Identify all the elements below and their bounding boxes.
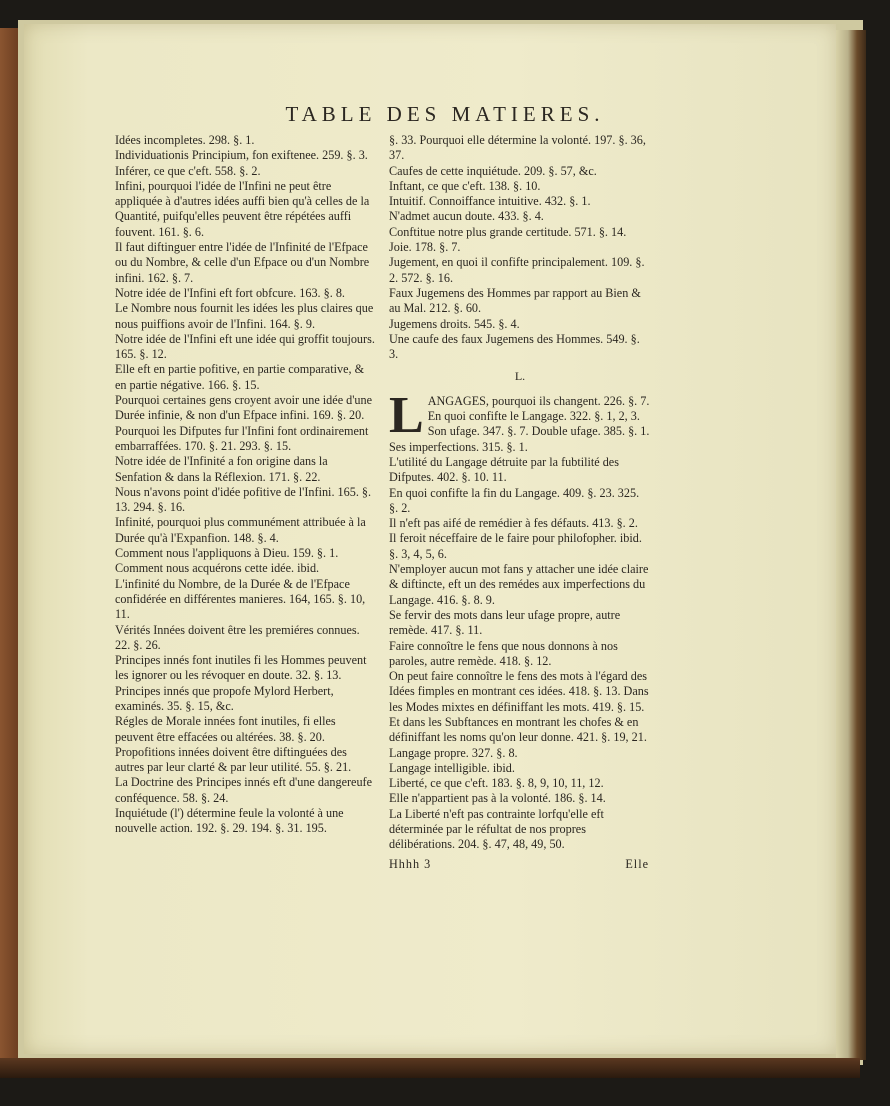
index-entry: Inftant, ce que c'eft. 138. §. 10. (389, 178, 541, 193)
signature-mark: Hhhh 3 (389, 856, 432, 871)
index-entry: Elle n'appartient pas à la volonté. 186. §. 14. (389, 791, 606, 806)
index-entry: Pourquoi certaines gens croyent avoir une idée d'une Durée infinie, & non d'un Efpace infini. 169. §. 20. (115, 393, 373, 423)
page-footer (389, 857, 651, 872)
index-entry: Idées incompletes. 298. §. 1. (115, 133, 255, 147)
drop-cap-letter: L (389, 386, 424, 444)
index-entry: Il n'eft pas aifé de remédier à fes défauts. 413. §. 2. (389, 516, 638, 531)
page-header: TABLE DES MATIERES. (285, 102, 605, 126)
index-entry: Notre idée de l'Infini eft fort obfcure. 163. §. 8. (115, 285, 345, 300)
index-entries-l (389, 409, 651, 853)
index-entry: Principes innés que propofe Mylord Herbert, examinés. 35. §. 15, &c. (115, 683, 334, 713)
index-entry: Jugement, en quoi il confifte principalement. 109. §. 2. 572. §. 16. (389, 255, 645, 285)
index-entry: Une caufe des faux Jugemens des Hommes. 549. §. 3. (389, 331, 640, 362)
index-entry: Conftitue notre plus grande certitude. 571. §. 14. (389, 224, 627, 239)
index-column-right (389, 133, 651, 872)
index-entry: Langage propre. 327. §. 8. (389, 745, 518, 760)
index-entry: Son ufage. 347. §. 7. Double ufage. 385. §. 1. (427, 424, 650, 439)
index-entry: Le Nombre nous fournit les idées les plus claires que nous puiffions avoir de l'Infini. 164. §. 9. (115, 301, 374, 331)
index-entry: Il faut diftinguer entre l'idée de l'Infinité de l'Efpace ou du Nombre, & celle d'un Efpace ou d'un Nombre infini. 162. §. 7. (115, 240, 370, 285)
index-entry-text: ANGAGES, pourquoi ils changent. 226. §. 7. (427, 393, 650, 408)
section-letter: L. (514, 369, 526, 384)
index-entry: Elle eft en partie pofitive, en partie comparative, & en partie négative. 166. §. 15. (115, 362, 365, 392)
index-entry: La Liberté n'eft pas contrainte lorfqu'elle eft déterminée par le réfultat de nos propres délibérations. 204. §. 47, 48, 49, 50. (389, 806, 604, 852)
index-entry: Individuationis Principium, fon exiftenee. 259. §. 3. (115, 148, 368, 163)
index-entry: Langage intelligible. ibid. (389, 760, 515, 775)
index-entry: On peut faire connoître le fens des mots à l'égard des Idées fimples en montrant ces idées. 418. §. 13. Dans les Modes mixtes en définiffant les mots. 419. §. 15. Et dans les Subftances en montrant les chofes & en définiffant les noms qu'on leur donne. 421. §. 19, 21. (389, 669, 649, 745)
index-entry: Faux Jugemens des Hommes par rapport au Bien & au Mal. 212. §. 60. (389, 285, 641, 316)
index-entry: Pourquoi les Difputes fur l'Infini font ordinairement embarraffées. 170. §. 21. 293. §. 15. (115, 423, 369, 453)
index-entry: Notre idée de l'Infini eft une idée qui groffit toujours. 165. §. 12. (115, 331, 375, 362)
index-entry: En quoi confifte la fin du Langage. 409. §. 23. 325. §. 2. (389, 485, 640, 515)
index-entry: Inquiétude (l') détermine feule la volonté à une nouvelle action. 192. §. 29. 194. §. 31. 195. (115, 806, 344, 836)
page-edge-right (836, 30, 866, 1060)
index-entry: Régles de Morale innées font inutiles, fi elles peuvent être effacées ou altérées. 38. §. 20. (115, 714, 336, 744)
index-entry: Il feroit néceffaire de le faire pour philofopher. ibid. §. 3, 4, 5, 6. (389, 531, 642, 561)
index-entry: Notre idée de l'Infinité a fon origine dans la Senfation & dans la Réflexion. 171. §. 22. (115, 454, 328, 484)
index-entry: §. 33. Pourquoi elle détermine la volonté. 197. §. 36, 37. (389, 133, 646, 163)
index-entry: Comment nous l'appliquons à Dieu. 159. §. 1. (115, 546, 339, 561)
book-cover-bottom (0, 1058, 860, 1078)
index-entry: La Doctrine des Principes innés eft d'une dangereufe conféquence. 58. §. 24. (115, 775, 373, 805)
catchword: Elle (625, 856, 649, 871)
index-entry: Se fervir des mots dans leur ufage propre, autre remède. 417. §. 11. (389, 607, 621, 638)
index-entry: L'infinité du Nombre, de la Durée & de l'Efpace confidérée en différentes manieres. 164, 165. §. 10, 11. (115, 576, 366, 622)
index-entry: N'admet aucun doute. 433. §. 4. (389, 209, 544, 224)
index-entry: En quoi confifte le Langage. 322. §. 1, 2, 3. (427, 409, 640, 424)
index-entries-i-j (389, 133, 651, 362)
index-entry: Liberté, ce que c'eft. 183. §. 8, 9, 10, 11, 12. (389, 776, 604, 791)
index-entry: Faire connoître le fens que nous donnons à nos paroles, autre remède. 418. §. 12. (389, 638, 618, 668)
index-column-left (115, 133, 377, 837)
index-entry: N'employer aucun mot fans y attacher une idée claire & diftincte, eft un des remédes aux imperfections du Langage. 416. §. 8. 9. (389, 562, 649, 607)
index-entry: Nous n'avons point d'idée pofitive de l'Infini. 165. §. 13. 294. §. 16. (115, 484, 372, 515)
index-entry: Intuitif. Connoiffance intuitive. 432. §. 1. (389, 194, 591, 209)
index-entry: Propofitions innées doivent être diftinguées des autres par leur clarté & par leur utilité. 55. §. 21. (115, 744, 352, 775)
index-entry: Inférer, ce que c'eft. 558. §. 2. (115, 163, 261, 178)
index-entry: Caufes de cette inquiétude. 209. §. 57, &c. (389, 163, 597, 178)
index-entry: Comment nous acquérons cette idée. ibid. (115, 561, 320, 576)
index-entry: Infini, pourquoi l'idée de l'Infini ne peut être appliquée à d'autres idées auffi bien qu'à celles de la Quantité, puifqu'elles peuvent être répétées auffi fouvent. 161. §. 6. (115, 178, 370, 239)
index-entry: Principes innés font inutiles fi les Hommes peuvent les ignorer ou les révoquer en doute. 32. §. 13. (115, 653, 367, 683)
index-entry: L'utilité du Langage détruite par la fubtilité des Difputes. 402. §. 10. 11. (389, 454, 619, 485)
index-entry: Joie. 178. §. 7. (389, 240, 461, 255)
index-entry: Jugemens droits. 545. §. 4. (389, 316, 520, 331)
index-entry: Infinité, pourquoi plus communément attribuée à la Durée qu'à l'Expanfion. 148. §. 4. (115, 515, 366, 545)
index-entry: Vérités Innées doivent être les premiéres connues. 22. §. 26. (115, 622, 360, 652)
index-entry: Ses imperfections. 315. §. 1. (389, 439, 528, 454)
